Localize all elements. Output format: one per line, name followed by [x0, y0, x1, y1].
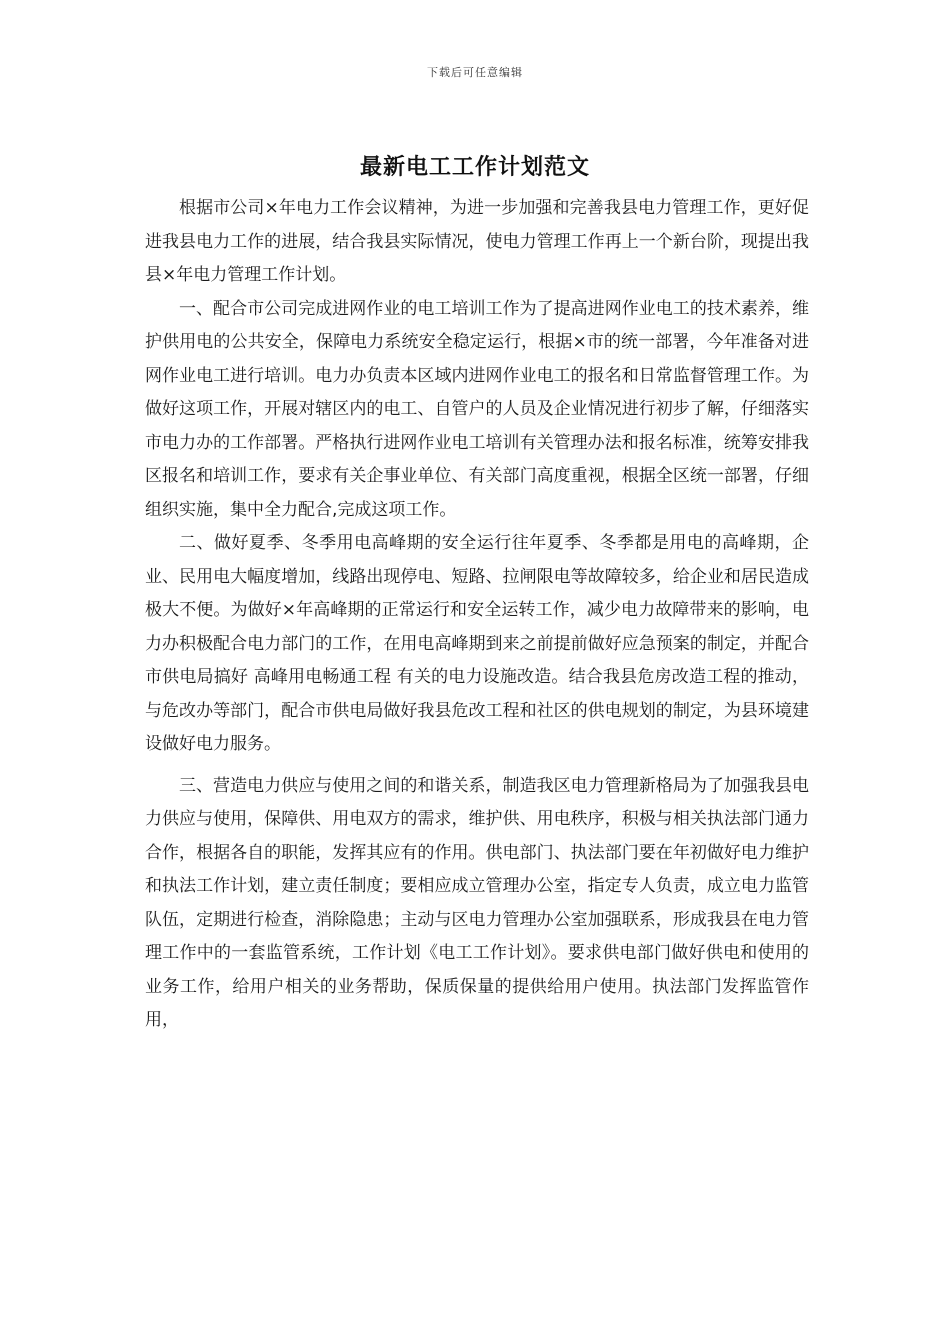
paragraph-section-2: 二、做好夏季、冬季用电高峰期的安全运行往年夏季、冬季都是用电的高峰期，企业、民用电大幅度增加，线路出现停电、短路、拉闸限电等故障较多，给企业和居民造成极大不便。为做好×年高峰期的正常运行和安全运转工作，减少电力故障带来的影响，电力办积极配合电力部门的工作，在用电高峰期到来之前提前做好应急预案的制定，并配合市供电局搞好 高峰用电畅通工程 有关的电力设施改造。结合我县危房改造工程的推动，与危改办等部门，配合市供电局做好我县危改工程和社区的供电规划的制定，为县环境建设做好电力服务。 [145, 533, 809, 754]
document-body [145, 192, 809, 1038]
header-note: 下载后可任意编辑 [427, 66, 523, 79]
document-title: 最新电工工作计划范文 [359, 155, 590, 180]
paragraph-section-1: 一、配合市公司完成进网作业的电工培训工作为了提高进网作业电工的技术素养，维护供用电的公共安全，保障电力系统安全稳定运行，根据×市的统一部署，今年准备对进网作业电工进行培训。电力办负责本区域内进网作业电工的报名和日常监督管理工作。为做好这项工作，开展对辖区内的电工、自管户的人员及企业情况进行初步了解，仔细落实市电力办的工作部署。严格执行进网作业电工培训有关管理办法和报名标准，统筹安排我区报名和培训工作，要求有关企事业单位、有关部门高度重视，根据全区统一部署，仔细组织实施，集中全力配合,完成这项工作。 [145, 298, 809, 520]
paragraph-intro: 根据市公司×年电力工作会议精神，为进一步加强和完善我县电力管理工作，更好促进我县电力工作的进展，结合我县实际情况，使电力管理工作再上一个新台阶，现提出我县×年电力管理工作计划。 [145, 198, 809, 285]
paragraph-section-3: 三、营造电力供应与使用之间的和谐关系，制造我区电力管理新格局为了加强我县电力供应与使用，保障供、用电双方的需求，维护供、用电秩序，积极与相关执法部门通力合作，根据各自的职能，发挥其应有的作用。供电部门、执法部门要在年初做好电力维护和执法工作计划，建立责任制度；要相应成立管理办公室，指定专人负责，成立电力监管队伍，定期进行检查，消除隐患；主动与区电力管理办公室加强联系，形成我县在电力管理工作中的一套监管系统，工作计划《电工工作计划》。要求供电部门做好供电和使用的业务工作，给用户相关的业务帮助，保质保量的提供给用户使用。执法部门发挥监管作用， [145, 775, 809, 1030]
